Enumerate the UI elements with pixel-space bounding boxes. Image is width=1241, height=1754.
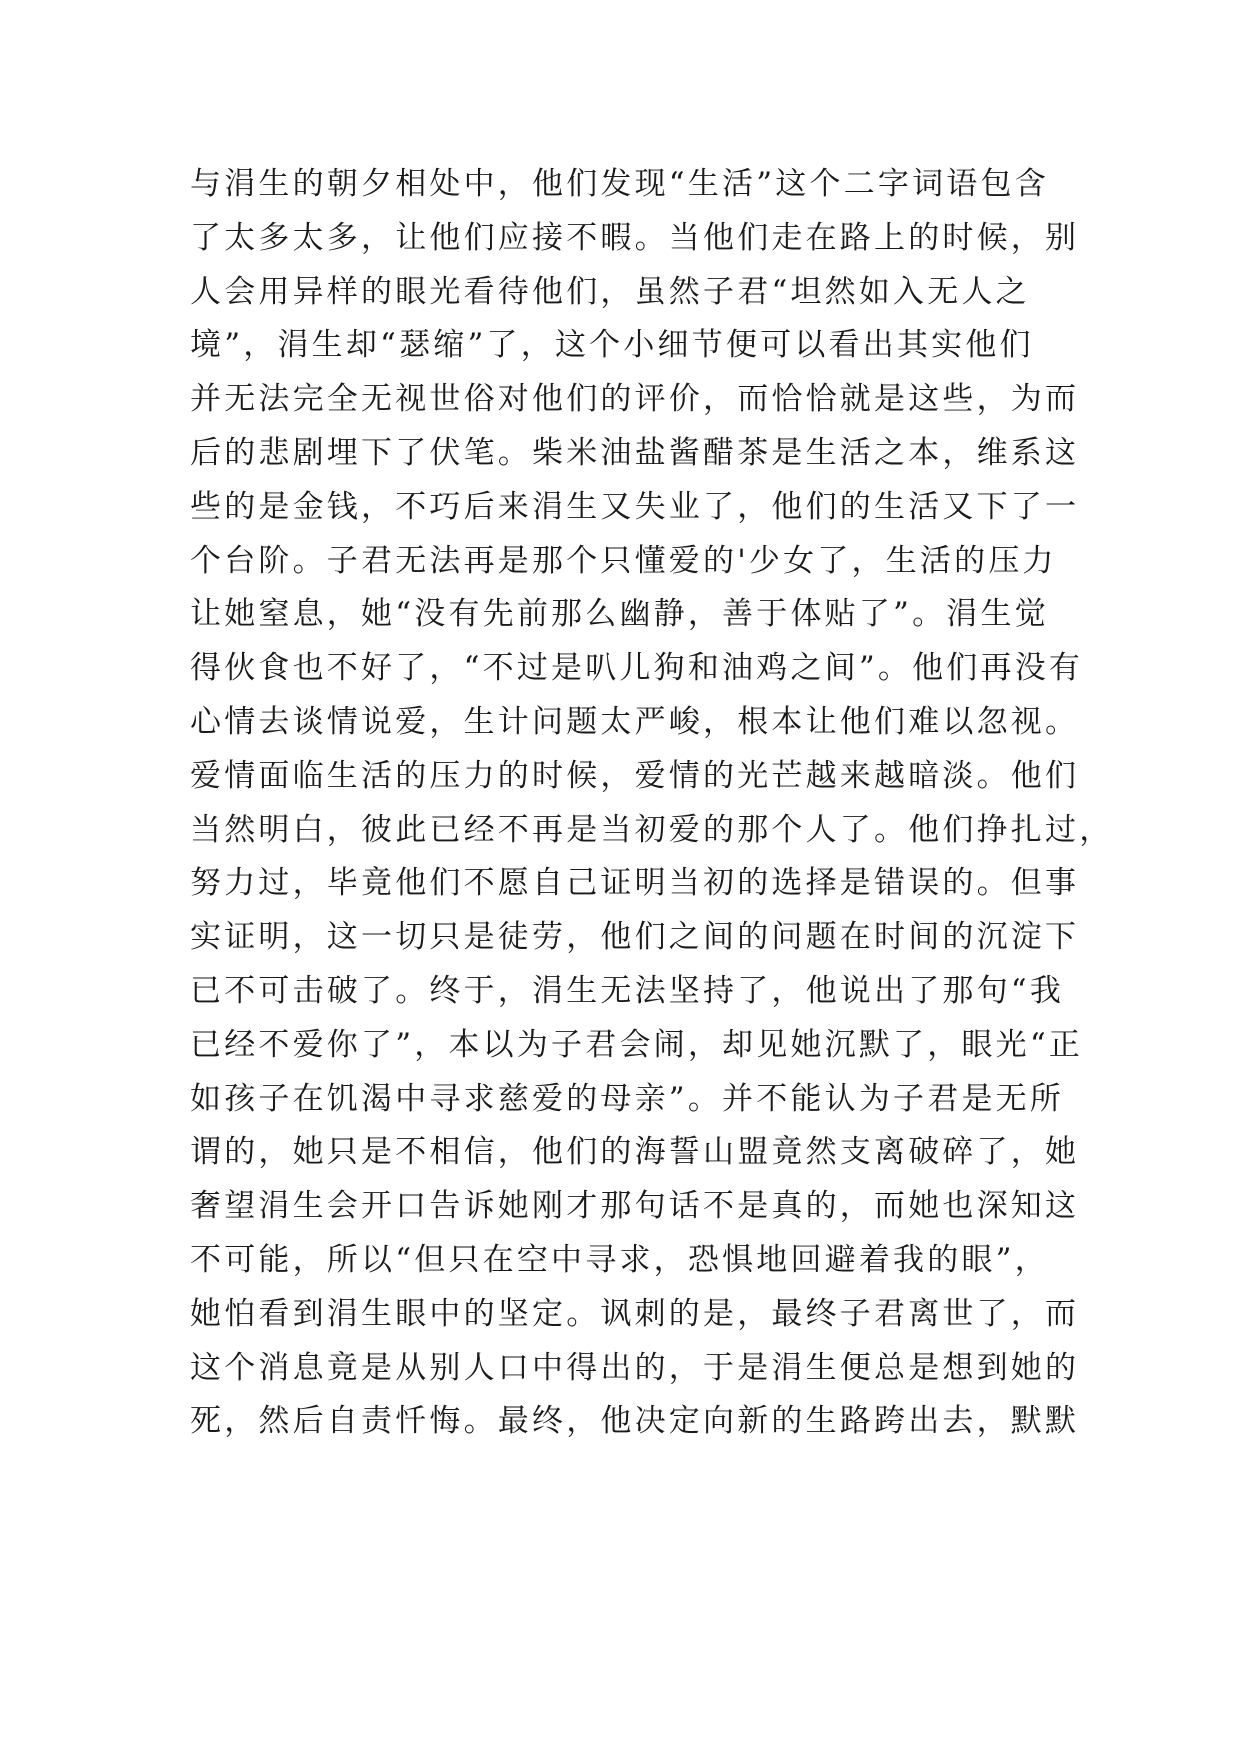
text-line: 让她窒息，她“没有先前那么幽静，善于体贴了”。涓生觉 [190, 596, 1049, 633]
text-line: 不可能，所以“但只在空中寻求，恐惧地回避着我的眼”， [190, 1241, 1049, 1278]
text-line: 已经不爱你了”，本以为子君会闹，却见她沉默了，眼光“正 [190, 1026, 1084, 1063]
text-line: 实证明，这一切只是徒劳，他们之间的问题在时间的沉淀下 [190, 919, 1080, 956]
body-text [190, 158, 1114, 1449]
text-line: 努力过，毕竟他们不愿自己证明当初的选择是错误的。但事 [190, 865, 1080, 902]
text-line: 后的悲剧埋下了伏笔。柴米油盐酱醋茶是生活之本，维系这 [190, 434, 1080, 471]
text-line: 人会用异样的眼光看待他们，虽然子君“坦然如入无人之 [190, 273, 1030, 310]
text-line: 了太多太多，让他们应接不暇。当他们走在路上的时候，别 [190, 219, 1080, 256]
text-line: 谓的，她只是不相信，他们的海誓山盟竟然支离破碎了，她 [190, 1134, 1080, 1171]
text-line: 这个消息竟是从别人口中得出的，于是涓生便总是想到她的 [190, 1349, 1080, 1386]
text-line: 她怕看到涓生眼中的坚定。讽刺的是，最终子君离世了，而 [190, 1295, 1080, 1332]
text-line: 爱情面临生活的压力的时候，爱情的光芒越来越暗淡。他们 [190, 757, 1080, 794]
text-line: 与涓生的朝夕相处中，他们发现“生活”这个二字词语包含 [190, 166, 1049, 202]
text-line: 境”，涓生却“瑟缩”了，这个小细节便可以看出其实他们 [190, 327, 1034, 364]
text-line: 如孩子在饥渴中寻求慈爱的母亲”。并不能认为子君是无所 [190, 1080, 1065, 1117]
text-line: 并无法完全无视世俗对他们的评价，而恰恰就是这些，为而 [190, 381, 1080, 418]
text-line: 个台阶。子君无法再是那个只懂爱的'少女了，生活的压力 [190, 542, 1057, 579]
text-line: 当然明白，彼此已经不再是当初爱的那个人了。他们挣扎过， [190, 811, 1114, 848]
text-line: 得伙食也不好了，“不过是叭儿狗和油鸡之间”。他们再没有 [190, 650, 1084, 687]
text-line: 奢望涓生会开口告诉她刚才那句话不是真的，而她也深知这 [190, 1188, 1080, 1225]
text-line: 已不可击破了。终于，涓生无法坚持了，他说出了那句“我 [190, 972, 1065, 1009]
text-line: 些的是金钱，不巧后来涓生又失业了，他们的生活又下了一 [190, 488, 1080, 525]
text-line: 心情去谈情说爱，生计问题太严峻，根本让他们难以忽视。 [190, 703, 1080, 740]
text-line: 死，然后自责忏悔。最终，他决定向新的生路跨出去，默默 [190, 1403, 1080, 1440]
